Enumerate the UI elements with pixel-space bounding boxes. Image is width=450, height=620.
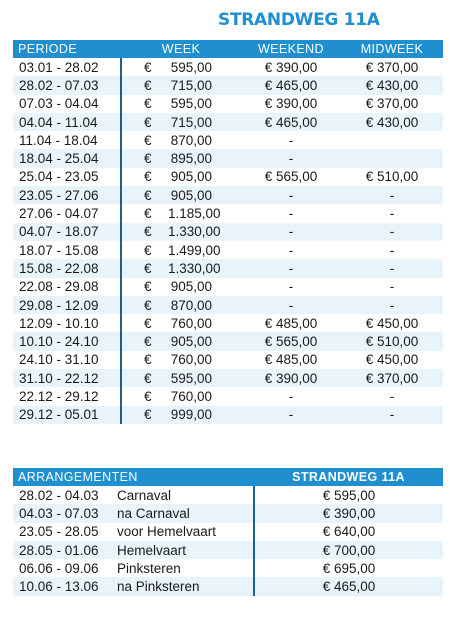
table-row xyxy=(13,296,443,314)
arrangement-period: 06.06 - 09.06 xyxy=(19,560,99,576)
week-amount: 715,00 xyxy=(170,114,212,130)
row-period: 22.12 - 29.12 xyxy=(19,388,99,404)
euro-symbol: € xyxy=(144,407,152,423)
row-midweek-price: - xyxy=(341,296,443,314)
euro-symbol: € xyxy=(144,352,152,368)
row-midweek-price: - xyxy=(341,406,443,424)
row-week-price xyxy=(121,278,241,296)
row-week-price xyxy=(121,387,241,405)
table-row xyxy=(13,541,443,559)
euro-symbol: € xyxy=(144,206,152,222)
euro-symbol: € xyxy=(144,334,152,350)
row-week-price xyxy=(121,241,241,259)
row-weekend-price: € 565,00 xyxy=(264,169,318,185)
table-row xyxy=(13,387,443,405)
euro-symbol: € xyxy=(144,260,152,276)
week-amount: 905,00 xyxy=(170,187,212,203)
row-weekend-price: - xyxy=(288,388,294,404)
euro-symbol: € xyxy=(144,59,152,75)
arrangement-name: Pinksteren xyxy=(117,560,181,576)
arrangement-name: Carnaval xyxy=(117,487,172,503)
row-weekend-price: € 565,00 xyxy=(241,332,341,350)
row-midweek-price: € 430,00 xyxy=(341,113,443,131)
row-weekend-price: - xyxy=(288,132,294,148)
row-week-price xyxy=(121,76,241,94)
row-midweek-price: - xyxy=(389,279,395,295)
row-midweek-price xyxy=(341,149,443,167)
table-row xyxy=(13,168,443,186)
row-weekend-price: - xyxy=(241,296,341,314)
row-period: 29.08 - 12.09 xyxy=(13,296,121,314)
row-midweek-price: - xyxy=(389,388,395,404)
euro-symbol: € xyxy=(144,96,152,112)
table-row xyxy=(13,351,443,369)
row-weekend-price: - xyxy=(288,279,294,295)
euro-symbol: € xyxy=(144,297,152,313)
table-row xyxy=(13,504,443,522)
week-amount: 870,00 xyxy=(170,297,212,313)
header-period: PERIODE xyxy=(13,40,121,58)
row-period: 27.06 - 04.07 xyxy=(19,206,99,222)
arrangement-name: na Pinksteren xyxy=(113,577,254,595)
row-midweek-price xyxy=(341,131,443,149)
table-row xyxy=(13,95,443,113)
page-title: STRANDWEG 11A xyxy=(218,10,380,30)
row-weekend-price: € 390,00 xyxy=(241,369,341,387)
row-period: 24.10 - 31.10 xyxy=(19,352,99,368)
week-amount: 1.330,00 xyxy=(168,224,221,240)
table-row xyxy=(13,186,443,204)
table-row xyxy=(13,369,443,387)
row-midweek-price: - xyxy=(389,242,395,258)
table-row xyxy=(13,149,443,167)
row-period: 03.01 - 28.02 xyxy=(19,59,99,75)
week-amount: 905,00 xyxy=(170,279,212,295)
table-row xyxy=(13,577,443,595)
row-period: 22.08 - 29.08 xyxy=(19,279,99,295)
table-row xyxy=(13,314,443,332)
row-week-price xyxy=(121,259,241,277)
row-period: 07.03 - 04.04 xyxy=(19,96,99,112)
row-period: 04.07 - 18.07 xyxy=(13,223,121,241)
table-row xyxy=(13,486,443,504)
row-weekend-price: € 390,00 xyxy=(264,59,318,75)
arrangement-name: Hemelvaart xyxy=(113,541,254,559)
row-week-price xyxy=(121,406,241,424)
arrangements-table-header xyxy=(13,468,443,486)
row-week-price xyxy=(121,131,241,149)
row-period: 31.10 - 22.12 xyxy=(13,369,121,387)
row-week-price xyxy=(121,95,241,113)
header-midweek: MIDWEEK xyxy=(341,40,443,58)
table-row xyxy=(13,223,443,241)
week-amount: 595,00 xyxy=(170,96,212,112)
row-weekend-price: - xyxy=(288,206,294,222)
euro-symbol: € xyxy=(144,388,152,404)
row-midweek-price: € 430,00 xyxy=(341,76,443,94)
euro-symbol: € xyxy=(144,279,152,295)
table-row xyxy=(13,523,443,541)
row-midweek-price: € 450,00 xyxy=(365,352,419,368)
row-weekend-price: - xyxy=(241,186,341,204)
arrangement-name: voor Hemelvaart xyxy=(117,524,217,540)
row-period: 29.12 - 05.01 xyxy=(13,406,121,424)
row-weekend-price: € 485,00 xyxy=(264,352,318,368)
euro-symbol: € xyxy=(144,315,152,331)
row-period: 12.09 - 10.10 xyxy=(19,315,99,331)
header-weekend: WEEKEND xyxy=(241,40,341,58)
arrangement-price: € 595,00 xyxy=(254,486,443,504)
table-row xyxy=(13,259,443,277)
row-week-price xyxy=(121,296,241,314)
price-table-header xyxy=(13,40,443,58)
header-arrangements: ARRANGEMENTEN xyxy=(13,468,254,486)
row-week-price xyxy=(121,113,241,131)
header-week: WEEK xyxy=(121,40,241,58)
arrangement-name: na Carnaval xyxy=(113,504,254,522)
arrangement-price: € 465,00 xyxy=(254,577,443,595)
row-period: 11.04 - 18.04 xyxy=(19,132,98,148)
arrangement-price: € 695,00 xyxy=(254,559,443,577)
week-amount: 715,00 xyxy=(170,77,212,93)
week-amount: 999,00 xyxy=(170,407,212,423)
euro-symbol: € xyxy=(144,132,152,148)
row-weekend-price: - xyxy=(288,242,294,258)
row-week-price xyxy=(121,186,241,204)
row-weekend-price: - xyxy=(241,259,341,277)
table-row xyxy=(13,131,443,149)
row-week-price xyxy=(121,369,241,387)
arrangement-period: 28.05 - 01.06 xyxy=(13,541,113,559)
week-amount: 595,00 xyxy=(170,59,212,75)
arrangement-price: € 640,00 xyxy=(254,523,443,541)
row-weekend-price: - xyxy=(241,149,341,167)
week-amount: 760,00 xyxy=(170,315,212,331)
row-midweek-price: - xyxy=(341,186,443,204)
table-row xyxy=(13,406,443,424)
arrangement-period: 28.02 - 04.03 xyxy=(19,487,99,503)
week-amount: 1.499,00 xyxy=(168,242,221,258)
week-amount: 760,00 xyxy=(170,388,212,404)
euro-symbol: € xyxy=(144,370,152,386)
table-row xyxy=(13,113,443,131)
week-amount: 595,00 xyxy=(170,370,212,386)
arrangement-period: 23.05 - 28.05 xyxy=(19,524,99,540)
arrangements-table xyxy=(13,468,443,596)
euro-symbol: € xyxy=(144,224,152,240)
table-row xyxy=(13,58,443,76)
week-amount: 760,00 xyxy=(170,352,212,368)
week-amount: 1.185,00 xyxy=(168,206,221,222)
week-amount: 870,00 xyxy=(170,132,212,148)
row-period: 28.02 - 07.03 xyxy=(13,76,121,94)
row-period: 23.05 - 27.06 xyxy=(13,186,121,204)
row-period: 18.07 - 15.08 xyxy=(19,242,99,258)
row-midweek-price: € 510,00 xyxy=(365,169,419,185)
week-amount: 905,00 xyxy=(170,334,212,350)
row-period: 10.10 - 24.10 xyxy=(13,332,121,350)
row-midweek-price: € 370,00 xyxy=(365,59,419,75)
table-row xyxy=(13,278,443,296)
row-week-price xyxy=(121,223,241,241)
euro-symbol: € xyxy=(144,169,152,185)
row-midweek-price: € 510,00 xyxy=(341,332,443,350)
row-weekend-price: - xyxy=(241,406,341,424)
header-property: STRANDWEG 11A xyxy=(254,468,443,486)
row-week-price xyxy=(121,168,241,186)
table-row xyxy=(13,204,443,222)
row-week-price xyxy=(121,332,241,350)
row-midweek-price: - xyxy=(389,206,395,222)
row-weekend-price: € 390,00 xyxy=(264,96,318,112)
week-amount: 905,00 xyxy=(170,169,212,185)
arrangement-price: € 700,00 xyxy=(254,541,443,559)
price-table xyxy=(13,40,444,424)
row-weekend-price: € 465,00 xyxy=(241,113,341,131)
row-midweek-price: € 450,00 xyxy=(365,315,419,331)
euro-symbol: € xyxy=(144,151,152,167)
row-week-price xyxy=(121,149,241,167)
euro-symbol: € xyxy=(144,242,152,258)
row-midweek-price: - xyxy=(341,223,443,241)
row-period: 18.04 - 25.04 xyxy=(13,149,121,167)
euro-symbol: € xyxy=(144,77,152,93)
row-midweek-price: - xyxy=(341,259,443,277)
euro-symbol: € xyxy=(144,187,152,203)
row-week-price xyxy=(121,204,241,222)
euro-symbol: € xyxy=(144,114,152,130)
row-period: 04.04 - 11.04 xyxy=(13,113,121,131)
row-weekend-price: € 465,00 xyxy=(241,76,341,94)
table-row xyxy=(13,559,443,577)
row-week-price xyxy=(121,58,241,76)
row-midweek-price: € 370,00 xyxy=(365,96,419,112)
row-period: 15.08 - 22.08 xyxy=(13,259,121,277)
row-weekend-price: - xyxy=(241,223,341,241)
arrangement-period: 04.03 - 07.03 xyxy=(13,504,113,522)
table-row xyxy=(13,332,443,350)
arrangement-price: € 390,00 xyxy=(254,504,443,522)
arrangement-period: 10.06 - 13.06 xyxy=(13,577,113,595)
week-amount: 895,00 xyxy=(170,151,212,167)
week-amount: 1.330,00 xyxy=(168,260,221,276)
row-midweek-price: € 370,00 xyxy=(341,369,443,387)
table-row xyxy=(13,241,443,259)
row-week-price xyxy=(121,351,241,369)
table-row xyxy=(13,76,443,94)
row-week-price xyxy=(121,314,241,332)
row-weekend-price: € 485,00 xyxy=(264,315,318,331)
row-period: 25.04 - 23.05 xyxy=(19,169,99,185)
